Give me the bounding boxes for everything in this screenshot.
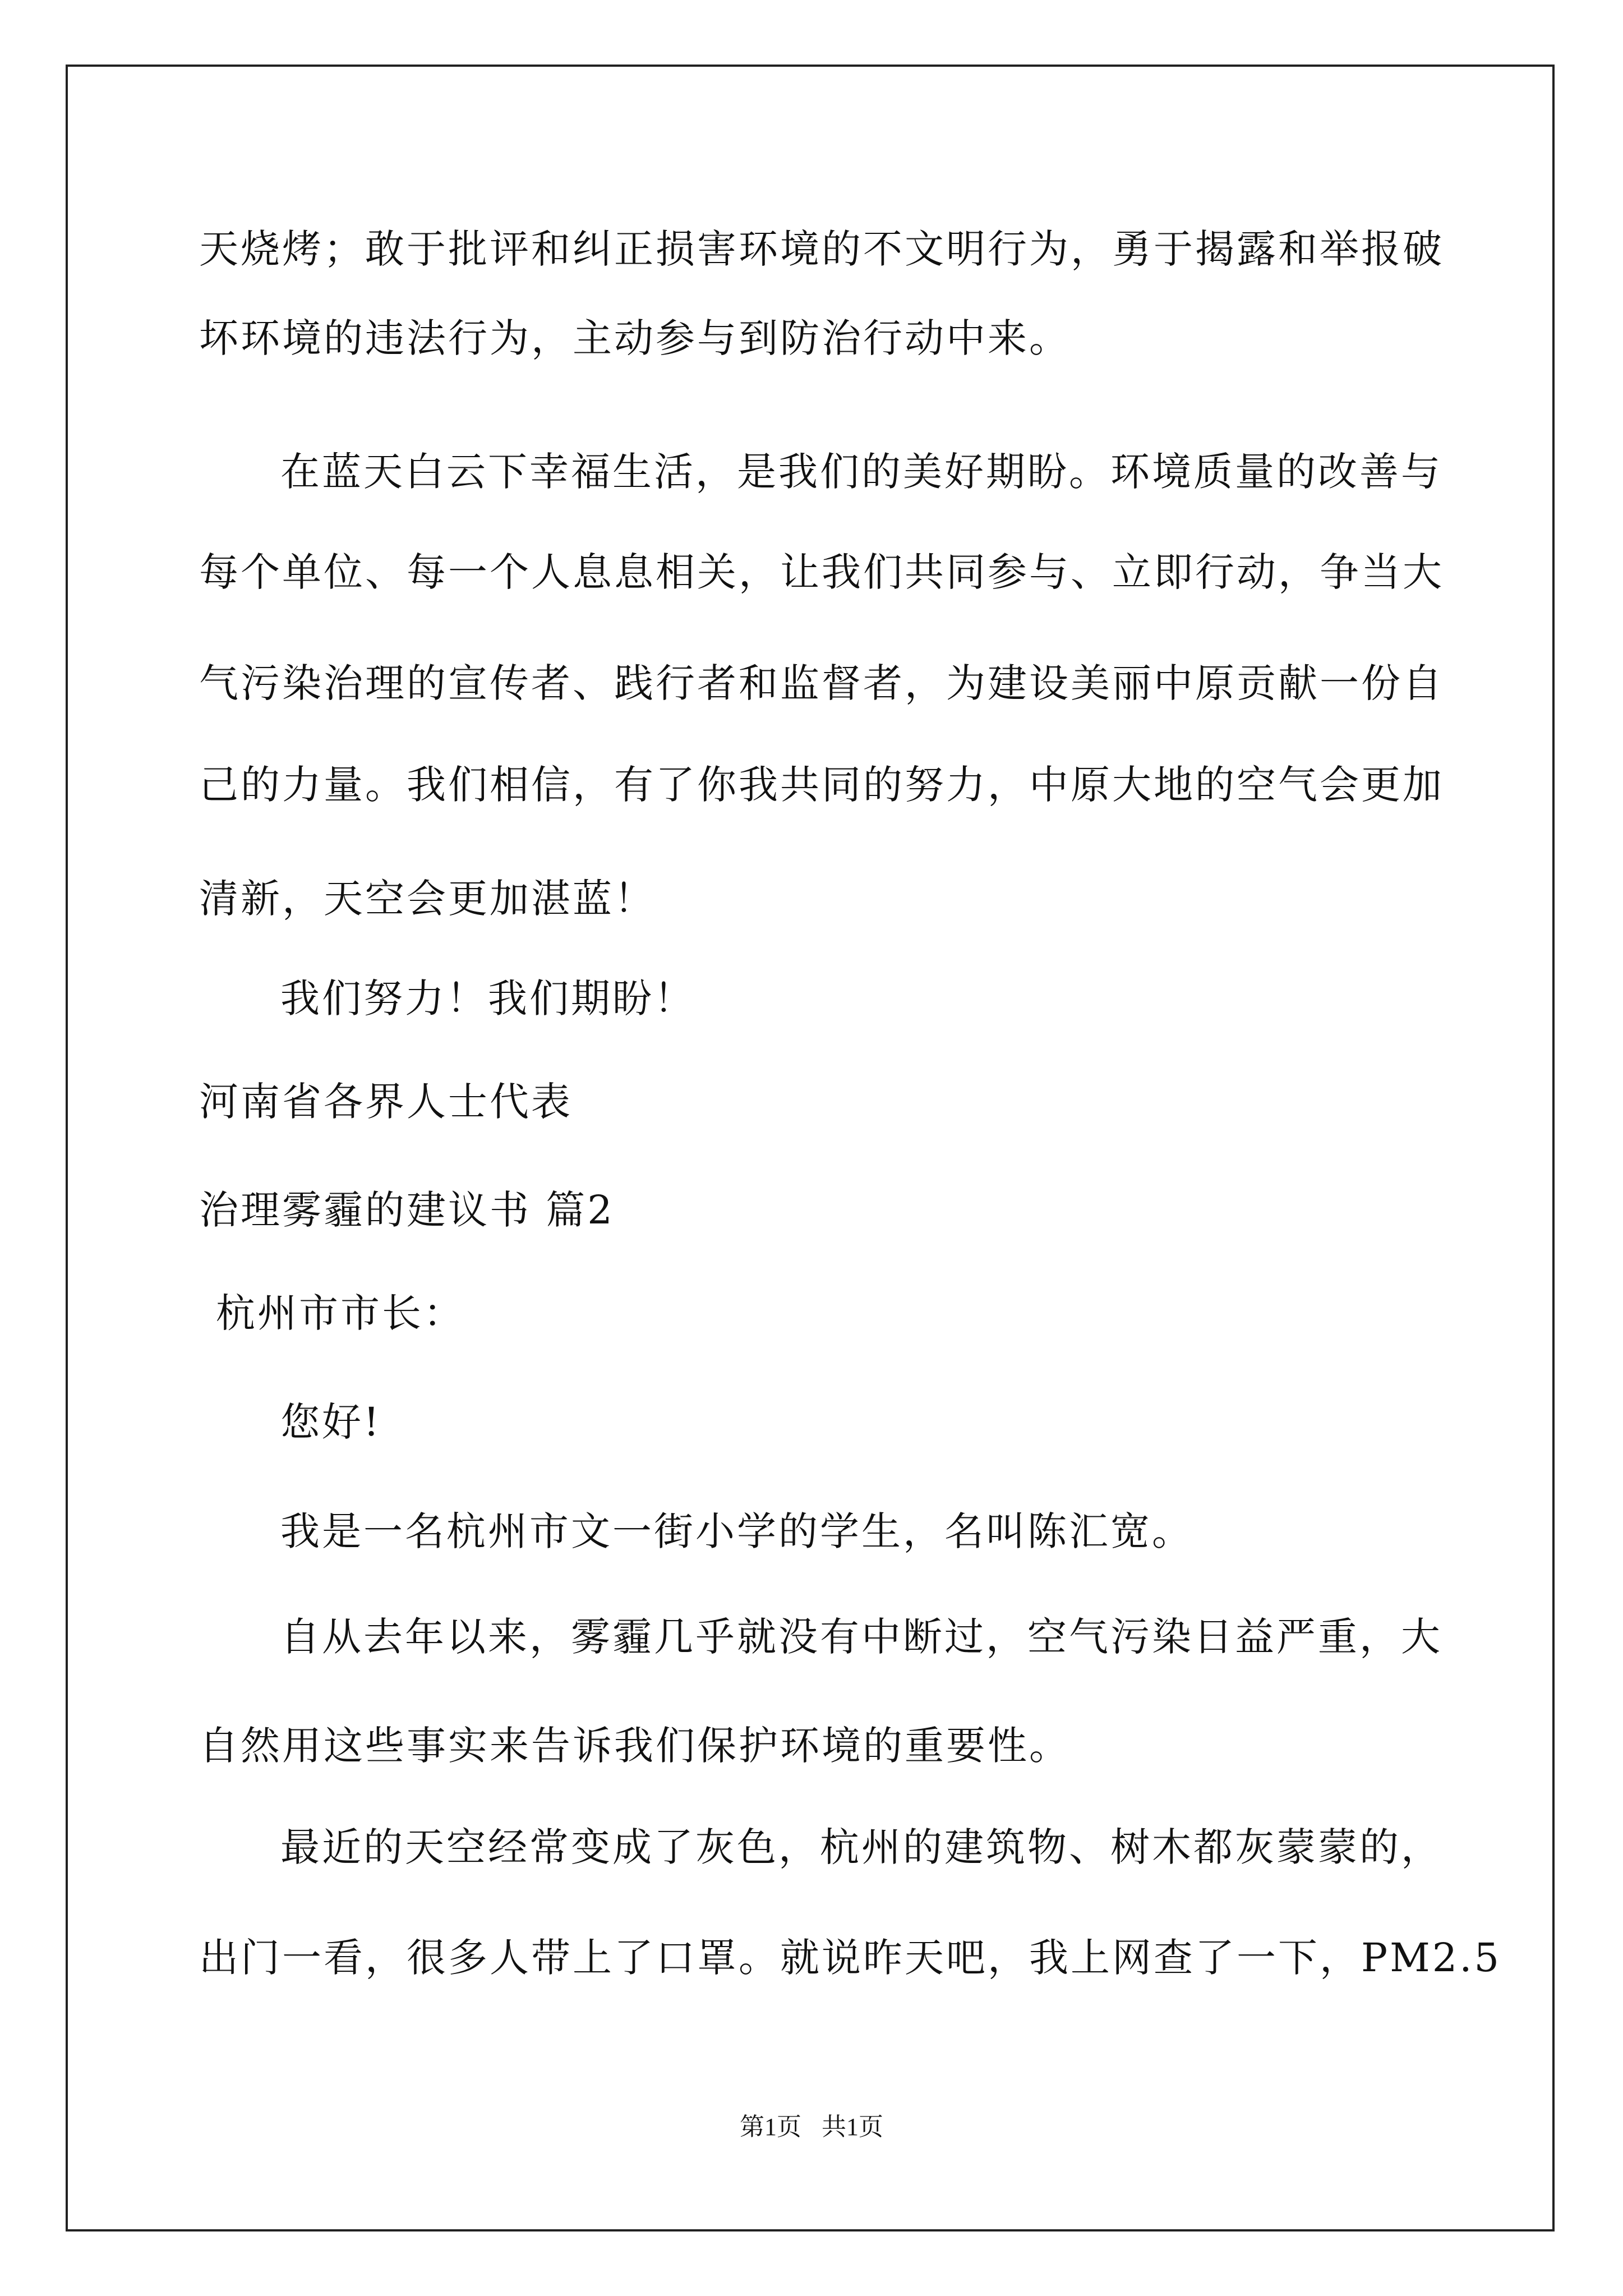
page-border [66,65,1555,2231]
text-line: 己的力量。我们相信，有了你我共同的努力，中原大地的空气会更加 [199,762,1444,808]
text-line: 我是一名杭州市文一街小学的学生，名叫陈汇宽。 [280,1508,1193,1554]
text-line: 天烧烤；敢于批评和纠正损害环境的不文明行为，勇于揭露和举报破 [199,226,1444,272]
section-title: 治理雾霾的建议书 篇2 [199,1187,615,1233]
salutation: 杭州市市长： [216,1290,465,1336]
text-line: 每个单位、每一个人息息相关，让我们共同参与、立即行动，争当大 [199,549,1444,595]
page-footer [0,2115,1623,2139]
text-line: 自从去年以来，雾霾几乎就没有中断过，空气污染日益严重，大 [280,1614,1442,1660]
text-line: 清新，天空会更加湛蓝！ [199,876,656,922]
text-line: 在蓝天白云下幸福生活，是我们的美好期盼。环境质量的改善与 [280,449,1442,495]
text-line: 最近的天空经常变成了灰色，杭州的建筑物、树木都灰蒙蒙的， [280,1824,1442,1870]
page-number: 第1页 [740,2113,801,2141]
text-line: 自然用这些事实来告诉我们保护环境的重要性。 [199,1723,1071,1769]
text-line: 坏环境的违法行为，主动参与到防治行动中来。 [199,315,1071,361]
text-line: 气污染治理的宣传者、践行者和监督者，为建设美丽中原贡献一份自 [199,660,1444,706]
greeting: 您好! [280,1399,382,1445]
page-total: 共1页 [822,2113,883,2141]
text-line: 出门一看，很多人带上了口罩。就说昨天吧，我上网查了一下，PM2.5 [199,1935,1502,1981]
text-line: 我们努力！我们期盼！ [280,976,695,1022]
signature-line: 河南省各界人士代表 [199,1079,573,1125]
